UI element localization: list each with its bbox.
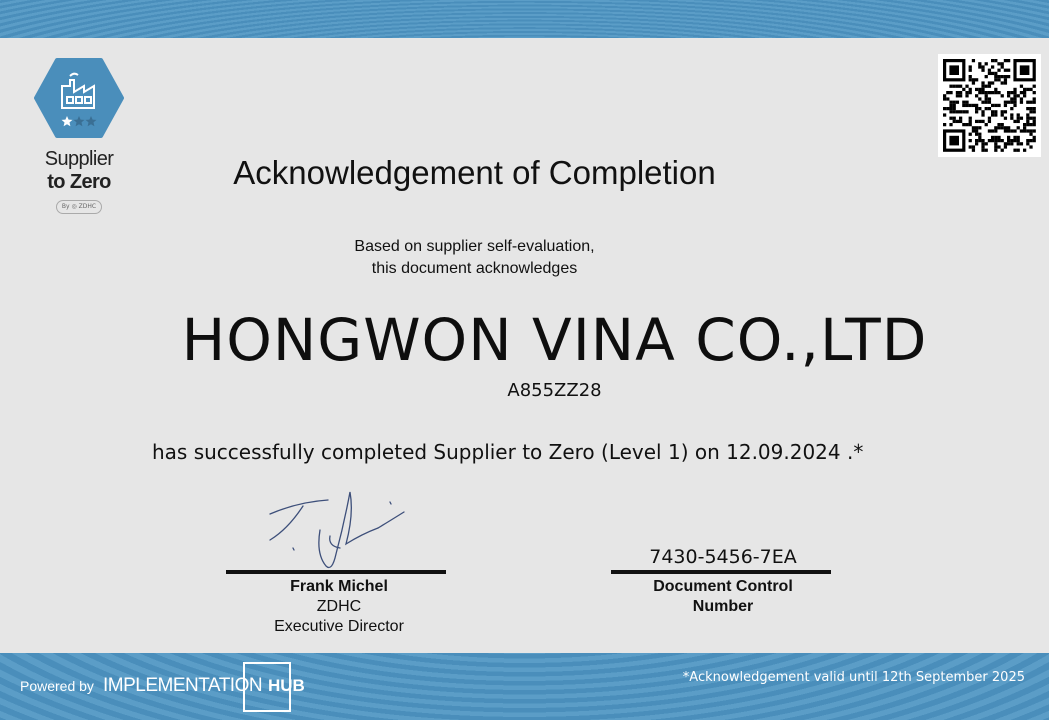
logo-hexagon-icon: [34, 56, 124, 146]
signatory-name: Frank Michel: [290, 578, 388, 595]
intro-line-1: Based on supplier self-evaluation,: [354, 238, 595, 255]
signatory-role: Executive Director: [274, 618, 404, 635]
intro-line-2: this document acknowledges: [371, 260, 578, 277]
signature-line: [226, 570, 446, 574]
validity-note: *Acknowledgement valid until 12th September 2025: [682, 670, 1025, 685]
logo-name-line2: to Zero: [47, 171, 111, 193]
hub-logo-text: HUB: [268, 676, 305, 695]
document-control-label-line1: Document Control: [653, 578, 793, 595]
document-control-number: 7430-5456-7EA: [649, 546, 797, 568]
document-control-label: [611, 577, 835, 617]
completion-statement: has successfully completed Supplier to Zero (Level 1) on 12.09.2024 .*: [152, 440, 864, 464]
company-code: A855ZZ28: [507, 380, 602, 401]
intro-text: [0, 236, 999, 280]
document-number-line: [611, 570, 831, 574]
signatory-organization: ZDHC: [316, 598, 362, 615]
supplier-to-zero-logo: [34, 56, 124, 216]
powered-by-text: Powered by: [20, 678, 94, 694]
header-band: [0, 0, 1049, 38]
certificate-title: Acknowledgement of Completion: [233, 154, 716, 191]
signatory-block: [226, 577, 452, 637]
document-control-label-line2: Number: [692, 598, 754, 615]
logo-by-zdhc-badge: By ◎ ZDHC: [56, 200, 102, 214]
company-name: HONGWON VINA CO.,LTD: [181, 306, 928, 374]
logo-name-line1: Supplier: [44, 148, 114, 170]
qr-code-icon[interactable]: [938, 54, 1041, 157]
implementation-hub-logo-text: IMPLEMENTATION: [103, 675, 263, 696]
handwritten-signature: [258, 484, 418, 576]
